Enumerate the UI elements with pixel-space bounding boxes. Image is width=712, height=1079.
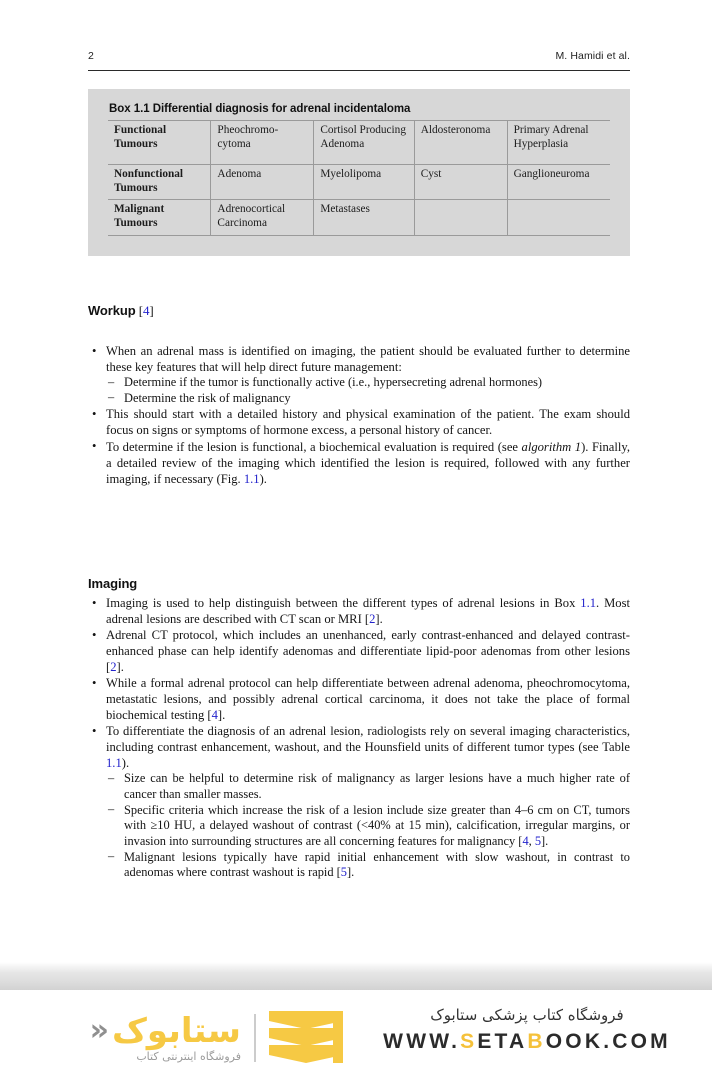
box-title: Box 1.1 Differential diagnosis for adrenal incidentaloma (109, 103, 411, 115)
brand-tagline-fa: فروشگاه کتاب پزشکی ستابوک (430, 1006, 624, 1024)
imaging-sub-list (106, 771, 630, 881)
url-b: B (527, 1030, 546, 1053)
list-item-text-part: While a formal adrenal protocol can help differentiate between adrenal adenoma, pheochromocytoma, metastatic lesions, and possibly adrenal cortical carcinoma, it does not take the place of formal biochemical testing [ (106, 676, 630, 723)
differential-diagnosis-table (108, 120, 610, 236)
url-s: S (460, 1030, 478, 1053)
list-item-text: Size can be helpful to determine risk of malignancy as larger lesions have a much higher rate of cancer than smaller masses. (124, 771, 630, 801)
logo-wordmark-text: ستابوک (112, 1011, 241, 1051)
url-suffix: OOK.COM (545, 1030, 671, 1053)
list-item-text-part: Specific criteria which increase the risk of a lesion include size greater than 4–6 cm on CT, tumors with ≥10 HU, a delayed washout of contrast (<40% at 15 min), calcification, irregular margins, or invasion into surrounding structures are all concerning features for malignancy [ (124, 802, 630, 849)
table-cell: Cortisol Producing Adenoma (314, 121, 414, 165)
citation-link[interactable]: 2 (110, 660, 117, 675)
list-item (88, 406, 630, 438)
list-item-text: Determine if the tumor is functionally active (i.e., hypersecreting adrenal hormones) (124, 375, 543, 390)
bullet-glyph: • (92, 406, 97, 421)
table-cell: Aldosteronoma (414, 121, 507, 165)
list-item-text-part: ). (259, 471, 267, 486)
list-item-text: When an adrenal mass is identified on imaging, the patient should be evaluated further to determine these key features that will help direct future management: (106, 344, 630, 375)
table-cell (414, 200, 507, 235)
citation-open: [ (135, 303, 143, 318)
list-item-text-part: ]. (116, 660, 124, 675)
setabook-logo[interactable] (58, 1005, 343, 1071)
list-item (88, 595, 630, 627)
list-item-text-part: Adrenal CT protocol, which includes an unenhanced, early contrast-enhanced and delayed contrast-enhanced phase can help identify adenomas and differentiate lipid-poor adenomas from other lesions [ (106, 628, 630, 675)
figure-link[interactable]: 1.1 (243, 471, 260, 486)
heading-workup (88, 303, 630, 319)
running-head-authors: M. Hamidi et al. (555, 50, 630, 62)
table-cell: Myelolipoma (314, 165, 414, 200)
list-item-text-part: ]. (541, 834, 549, 849)
list-item (88, 343, 630, 406)
page-bottom-shadow (0, 962, 712, 990)
box-link[interactable]: 1.1 (580, 596, 597, 610)
list-item-text-part: Imaging is used to help distinguish between the different types of adrenal lesions in Box (106, 596, 581, 610)
list-item (88, 627, 630, 675)
citation-link[interactable]: 4 (522, 834, 529, 849)
list-item-text-part: ]. (217, 708, 226, 723)
imaging-bullet-list (88, 595, 630, 881)
dash-glyph: – (108, 374, 115, 389)
table-row (108, 165, 610, 200)
citation-link[interactable]: 4 (142, 303, 150, 318)
heading-workup-citation (136, 303, 154, 318)
url-prefix: WWW. (383, 1030, 461, 1053)
table-cell: Cyst (414, 165, 507, 200)
header-rule (88, 70, 630, 71)
url-eta: ETA (477, 1030, 528, 1053)
list-item (106, 391, 630, 407)
table-cell: Ganglioneuroma (507, 165, 610, 200)
list-item (88, 723, 630, 881)
list-item-text-part: ]. (375, 612, 383, 627)
dash-glyph: – (108, 802, 115, 817)
logo-wordmark (89, 1011, 241, 1063)
list-item-text: Determine the risk of malignancy (124, 390, 291, 405)
dash-glyph: – (108, 770, 115, 785)
table-row-label: Nonfunctional Tumours (108, 165, 211, 200)
list-item (106, 803, 630, 850)
list-item-text-part: . Most adrenal lesions are described with CT scan or MRI [ (106, 596, 630, 627)
list-item-text-part: To differentiate the diagnosis of an adrenal lesion, radiologists rely on several imaging characteristics, including contrast enhancement, washout, and the Hounsfield units of different tumor types (see Table (106, 724, 630, 755)
list-item-text-part: ]. (346, 865, 355, 880)
box-1-1 (88, 89, 630, 256)
section-workup (88, 303, 630, 487)
table-row-label: Malignant Tumours (108, 200, 211, 235)
bullet-glyph: • (92, 439, 97, 453)
double-chevron-left-icon: « (89, 1013, 110, 1048)
citation-separator: , (528, 834, 535, 849)
citation-link[interactable]: 4 (211, 708, 218, 723)
list-item-text-part: ). (121, 756, 130, 771)
list-item-text-part: To determine if the lesion is functional, a biochemical evaluation is required (see (106, 439, 522, 454)
page-number: 2 (88, 50, 94, 62)
list-item (106, 771, 630, 802)
table-cell: Adenoma (211, 165, 314, 200)
chevron-stack-icon (269, 1011, 343, 1065)
list-item (106, 850, 630, 881)
list-item (88, 675, 630, 723)
running-head (88, 50, 630, 62)
logo-subtitle: فروشگاه اینترنتی کتاب (136, 1050, 241, 1063)
table-row (108, 121, 610, 165)
bullet-glyph: • (92, 627, 97, 642)
list-item (106, 375, 630, 391)
list-item-text: This should start with a detailed history and physical examination of the patient. The exam should focus on signs or symptoms of hormone excess, a personal history of cancer. (106, 407, 630, 438)
dash-glyph: – (108, 849, 115, 864)
logo-divider (254, 1014, 256, 1062)
citation-link[interactable]: 5 (340, 865, 347, 880)
table-link[interactable]: 1.1 (106, 756, 122, 771)
list-item-text-part: ). Finally, a detailed review of the imaging which identified the lesion is required, followed with any further imaging, if necessary (Fig. (106, 439, 630, 486)
table-row (108, 200, 610, 235)
table-cell: Primary Adrenal Hyperplasia (507, 121, 610, 165)
citation-close: ] (149, 303, 154, 318)
chevron-mark-icon (269, 1011, 343, 1065)
table-cell (507, 200, 610, 235)
workup-sub-list (106, 375, 630, 406)
list-item-text-part: Malignant lesions typically have rapid initial enhancement with slow washout, in contrast to adenomas where contrast washout is rapid [ (124, 849, 630, 880)
workup-bullet-list (88, 343, 630, 487)
table-cell: Metastases (314, 200, 414, 235)
logo-wordmark-row (89, 1011, 241, 1051)
heading-imaging: Imaging (88, 576, 138, 591)
table-cell: Pheochromo-cytoma (211, 121, 314, 165)
citation-link[interactable]: 2 (369, 612, 376, 627)
algorithm-reference: algorithm 1 (521, 439, 582, 454)
heading-workup-label: Workup (88, 303, 136, 318)
bullet-glyph: • (92, 595, 97, 610)
brand-url[interactable] (352, 1030, 702, 1054)
bullet-glyph: • (92, 675, 97, 690)
bullet-glyph: • (92, 723, 97, 738)
bullet-glyph: • (92, 343, 97, 358)
table-row-label: Functional Tumours (108, 121, 211, 165)
table-cell: Adrenocortical Carcinoma (211, 200, 314, 235)
citation-link[interactable]: 5 (534, 834, 542, 849)
dash-glyph: – (108, 390, 115, 405)
section-imaging (88, 576, 630, 881)
list-item (88, 439, 630, 487)
brand-block (352, 1006, 702, 1054)
